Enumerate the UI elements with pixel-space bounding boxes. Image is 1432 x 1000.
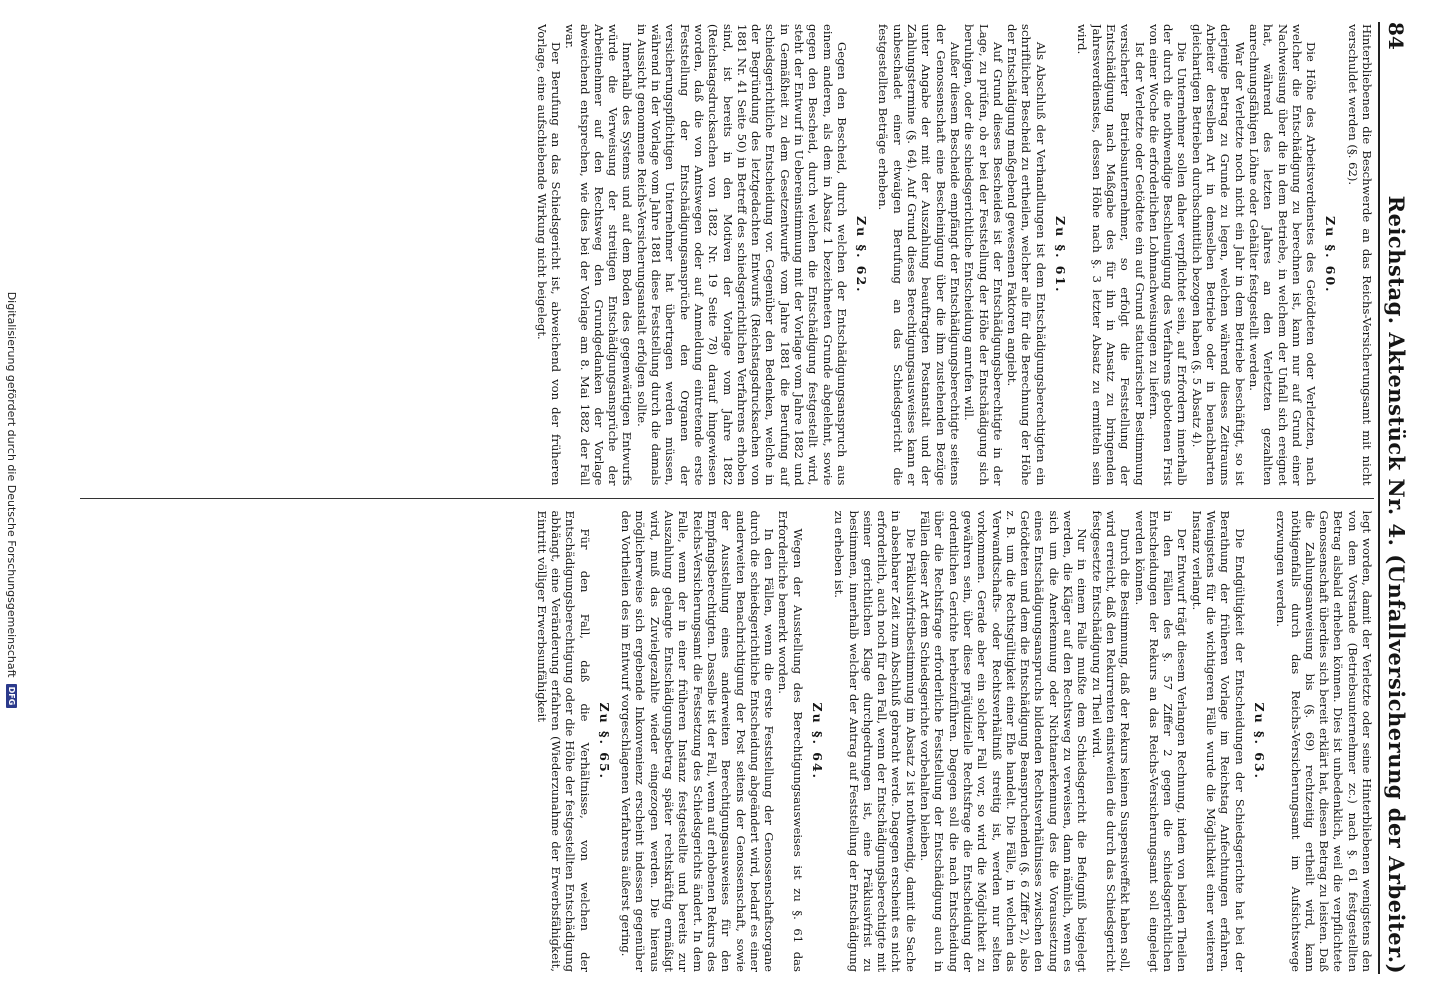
running-title: Reichstag. Aktenstück Nr. 4. (Unfallversicherung der Arbeiter.) — [1384, 195, 1409, 974]
section-heading: Zu §. 61. — [1053, 215, 1069, 294]
paragraph: Als Abschluß der Verhandlungen ist dem Entschädigungsberechtigten ein schriftlicher Bescheid zu ertheilen, welcher alle für die Berechnung der Höhe der Entschädigung maßgebend gewesenen Faktoren angiebt. — [1005, 24, 1048, 486]
paragraph: Die Unternehmer sollen daher verpflichtet sein, auf Erfordern innerhalb der durch die nothwendige Beschleunigung des Verfahrens gebotenen Frist von einer Woche die erforderlichen Lohnnachweisungen zu liefern. — [1146, 24, 1190, 486]
paragraph: Der Entwurf trägt diesem Verlangen Rechnung, indem von beiden Theilen in den Fällen des §. 57 Ziffer 2 gegen die schiedsgerichtlichen Entscheidungen der Rekurs an das Reichs-Versicherungsamt soll eingelegt werden können. — [1132, 510, 1190, 972]
text-columns — [80, 24, 1374, 972]
paragraph: Innerhalb des Systems und auf dem Boden des gegenwärtigen Entwurfs würde die Verweisung der streitigen Entschädigungsansprüche der Arbeitnehmer auf den Rechtsweg den Grundgedanken der Vorlage abweichend entsprechen, wie dies bei der Vorlage am 8. Mai 1882 der Fall war. — [563, 24, 635, 486]
paragraph: Für den Fall, daß die Verhältnisse, von welchen der Entschädigungsberechtigung oder die Höhe der festgestellten Entschädigung abhängt, eine Veränderung erfahren (Wiederzunahme der Erwerbsfähigkeit, Eintritt völliger Erwerbsunfähigkeit — [534, 510, 592, 972]
paragraph: Nur in einem Falle mußte dem Schiedsgericht die Befugniß beigelegt werden, die Kläger auf den Rechtsweg zu verweisen, dann nämlich, wenn es sich um die Anerkennung oder Nichtanerkennung des die Voraussetzung eines Entschädigungsanspruchs bildenden Rechtsverhältnisses zwischen den Getödteten und dem die Entschädigung Beanspruchenden (§. 6 Ziffer 2), also z. B. um die Rechtsgültigkeit einer Ehe handelt. Die Fälle, in welchen das Verwandtschafts- oder Rechtsverhältniß streitig ist, werden nur selten vorkommen. Gerade aber ein solcher Fall vor, so wird die Möglichkeit zu gewähren sein, über diese präjudizielle Rechtsfrage die Entscheidung der ordentlichen Gerichte herbeizuführen. Dagegen soll die nach Entscheidung über die Rechtsfrage erforderliche Feststellung der Entschädigung auch in Fällen dieser Art dem Schiedsgerichte vorbehalten bleiben. — [918, 510, 1090, 972]
paragraph: Gegen den Bescheid, durch welchen der Entschädigungsanspruch aus einem anderen, als dem in Absatz 1 bezeichneten Grunde abgelehnt, sowie gegen den Bescheid, durch welchen die Entschädigung festgestellt wird, steht der Entwurf in Uebereinstimmung mit der Vorlage vom Jahre 1882 und in Gemäßheit zu dem Gesetzentwurfe vom Jahre 1881 die Berufung auf schiedsgerichtliche Entscheidung vor. Gegenüber den Bedenken, welche in der Begründung des letztgedachten Entwurfs (Reichstagsdrucksachen von 1881 Nr. 41 Seite 50) in Betreff des schiedsgerichtlichen Verfahrens erhoben sind, ist bereits in den Motiven der Vorlage vom Jahre 1882 (Reichstagsdrucksachen von 1882 Nr. 19 Seite 78) darauf hingewiesen worden, daß die von Amtswegen oder auf Anmeldung eintretende erste Feststellung der Entschädigungsansprüche den Organen der versicherungspflichtigen Unternehmer hat übertragen werden müssen, während in der Vorlage vom Jahre 1881 diese Feststellung durch die damals in Aussicht genommene Reichs-Versicherungsanstalt erfolgen sollte. — [634, 24, 849, 486]
paragraph: Außer diesem Bescheide empfängt der Entschädigungsberechtigte seitens der Genossenschaft eine Bescheinigung über die ihm zustehenden Bezüge unter Angabe der mit der Auszahlung beauftragten Postanstalt und der Zahlungstermine (§. 64). Auf Grund dieses Berechtigungsausweises kann er unbeschadet einer etwaigen Berufung an das Schiedsgericht die festgestellten Beträge erheben. — [876, 24, 962, 486]
right-column — [80, 499, 1374, 973]
paragraph: legt worden, damit der Verletzte oder seine Hinterbliebenen wenigstens den von dem Vorstande (Betriebsunternehmer zc.) nach §. 61 festgestellten Betrag alsbald erheben können. Dies ist unbedenklich, weil die verpflichtete Genossenschaft überdies sich bereit erklärt hat, diesen Betrag zu leisten. Daß die Zahlungsanweisung bis (§. 69) rechtzeitig ertheilt wird, kann nöthigenfalls durch das Reichs-Versicherungsamt im Aufsichtswege erzwungen werden. — [1274, 510, 1374, 972]
page-number: 84 — [1384, 22, 1408, 50]
section-heading: Zu §. 62. — [854, 215, 870, 294]
paragraph: Auf Grund dieses Bescheides ist der Entschädigungsberechtigte in der Lage, zu prüfen, ob er bei der Feststellung der Höhe der Entschädigung sich beruhigen, oder die schiedsgerichtliche Entscheidung anrufen will. — [962, 24, 1005, 486]
paragraph: Hinterbliebenen die Beschwerde an das Reichs-Versicherungsamt mit nicht verschuldet werden (§. 62). — [1345, 24, 1374, 486]
paragraph: Die Endgültigkeit der Entscheidungen der Schiedsgerichte hat bei der Berathung der früheren Vorlage im Reichstag Anfechtungen erfahren. Wenigstens für die wichtigeren Fälle wurde die Möglichkeit einer weiteren Instanz verlangt. — [1189, 510, 1247, 972]
paragraph: Durch die Bestimmung, daß der Rekurs keinen Suspensiveffekt haben soll, wird erreicht, daß den Rekurrenten einstweilen die durch das Schiedsgericht festgesetzte Entschädigung zu Theil wird. — [1089, 510, 1133, 972]
section-heading: Zu §. 64. — [810, 702, 826, 781]
page-footer — [2, 0, 22, 1000]
paragraph: In den Fällen, wenn die erste Feststellung der Genossenschaftsorgane durch die schiedsgerichtliche Entscheidung abgeändert wird, bedarf es einer anderweiten Benachrichtigung der Post seitens der Genossenschaft, sowie der Ausstellung eines anderweiten Berechtigungsausweises für den Empfangsberechtigten. Dasselbe ist der Fall, wenn auf erhobenen Rekurs des Reichs-Versicherungsamt die Festsetzung des Schiedsgerichts ändert. In dem Falle, wenn der in einer früheren Instanz festgestellte und bereits zur Auszahlung gelangte Entschädigungsbetrag später rechtskräftig ermäßigt wird, muß das Zuvielgezahlte wieder eingezogen werden. Die hieraus möglicherweise sich ergebende Inkonvenienz erscheint indessen gegenüber den Vortheilen des im Entwurf vorgeschlagenen Verfahrens äußerst gering. — [619, 510, 777, 972]
section-heading: Zu §. 60. — [1323, 215, 1339, 294]
left-column — [80, 24, 1374, 498]
paragraph: Die Präklusivfristbestimmung im Absatz 2 ist nothwendig, damit die Sache in absehbarer Zeit zum Abschluß gebracht werde. Dagegen erscheint es nicht erforderlich, auch noch für den Fall, wenn der Entschädigungsberechtigte mit seiner gerichtlichen Klage durchgedrungen ist, eine Präklusivfrist zu bestimmen, innerhalb welcher der Antrag auf Feststellung der Entschädigung zu erheben ist. — [832, 510, 918, 972]
digitization-note: Digitalisierung gefördert durch die Deutsche Forschungsgemeinschaft — [5, 291, 19, 678]
paragraph: Die Höhe des Arbeitsverdienstes des Getödteten oder Verletzten, nach welcher die Entschädigung zu berechnen ist, kann nur auf Grund einer Nachweisung über die in dem Betriebe, in welchem der Unfall sich ereignet hat, während des letzten Jahres an den Verletzten gezahlten anrechnungsfähigen Löhne oder Gehälter festgestellt werden. — [1246, 24, 1319, 486]
section-heading: Zu §. 63. — [1251, 702, 1267, 781]
paragraph: Ist der Verletzte oder Getödtete ein auf Grund statutarischer Bestimmung versicherter Betriebsunternehmer, so erfolgt die Feststellung der Entschädigung nach Maßgabe des für ihn in Ansatz zu bringenden Jahresverdienstes, dessen Höhe nach §. 3 letzter Absatz zu ermitteln sein wird. — [1075, 24, 1147, 486]
paragraph: Wegen der Ausstellung des Berechtigungsausweises ist zu §. 61 das Erforderliche bemerkt worden. — [776, 510, 805, 972]
dfg-logo-icon: DFG — [7, 684, 18, 709]
section-heading: Zu §. 65. — [596, 702, 612, 781]
paragraph: Der Berufung an das Schiedsgericht ist, abweichend von der früheren Vorlage, eine aufschiebende Wirkung nicht beigelegt. — [534, 24, 563, 486]
paragraph: War der Verletzte noch nicht ein Jahr in dem Betriebe beschäftigt, so ist derjenige Betrag zu Grunde zu legen, welchen während dieses Zeitraums Arbeiter derselben Art in demselben Betriebe oder in benachbarten gleichartigen Betrieben durchschnittlich bezogen haben (§. 5 Absatz 4). — [1189, 24, 1247, 486]
page-header — [1378, 22, 1418, 974]
